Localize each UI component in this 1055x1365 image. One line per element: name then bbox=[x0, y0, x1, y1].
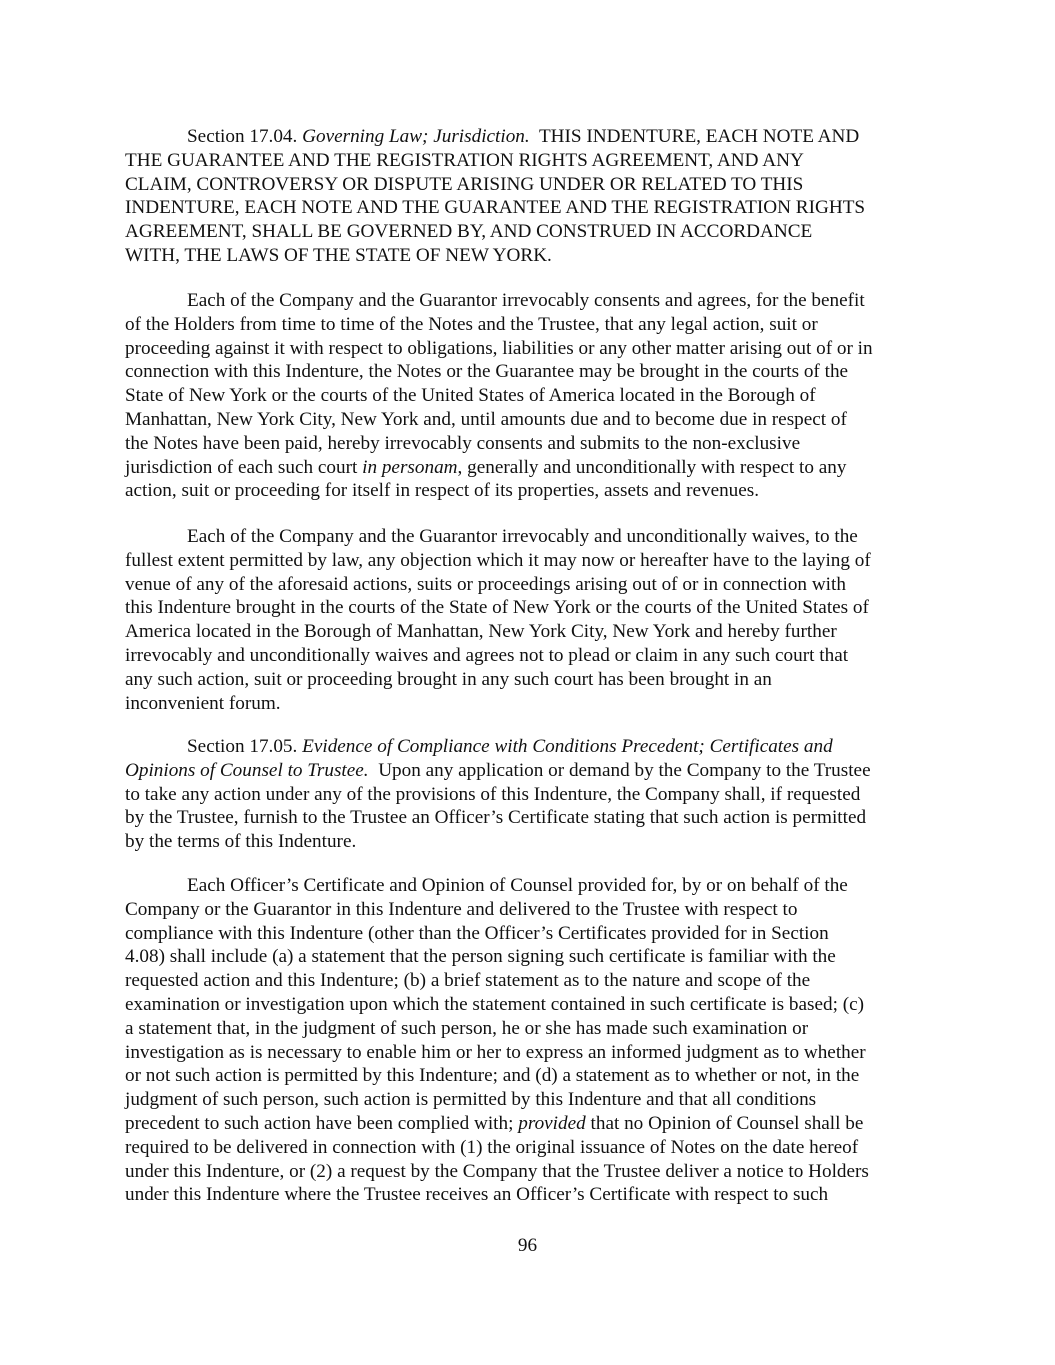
officers-certificate-paragraph bbox=[125, 874, 945, 1207]
paragraph-line: a statement that, in the judgment of such person, he or she has made such examination or bbox=[125, 1017, 809, 1039]
section-number: Section 17.05. bbox=[187, 736, 303, 757]
consent-jurisdiction-paragraph bbox=[125, 289, 945, 503]
paragraph-line: of the Holders from time to time of the Notes and the Trustee, that any legal action, suit or bbox=[125, 313, 818, 335]
paragraph-line: compliance with this Indenture (other than the Officer’s Certificates provided for in Section bbox=[125, 922, 829, 944]
paragraph-line: connection with this Indenture, the Notes or the Guarantee may be brought in the courts of the bbox=[125, 361, 849, 383]
section-heading: Evidence of Compliance with Conditions Precedent; Certificates and bbox=[302, 736, 833, 757]
paragraph-line: required to be delivered in connection with (1) the original issuance of Notes on the date hereof bbox=[125, 1136, 859, 1158]
line-text: jurisdiction of each such court bbox=[125, 456, 363, 478]
paragraph-line: by the terms of this Indenture. bbox=[125, 831, 357, 853]
paragraph-line: any such action, suit or proceeding brought in any such court has been brought in an bbox=[125, 668, 772, 690]
paragraph-line: fullest extent permitted by law, any objection which it may now or hereafter have to the laying of bbox=[125, 549, 871, 571]
paragraph-line: Company or the Guarantor in this Indenture and delivered to the Trustee with respect to bbox=[125, 898, 798, 920]
paragraph-line: action, suit or proceeding for itself in respect of its properties, assets and revenues. bbox=[125, 480, 760, 502]
line-text: precedent to such action have been complied with; bbox=[125, 1112, 519, 1134]
section-heading: Governing Law; Jurisdiction. bbox=[302, 126, 530, 147]
paragraph-line: AGREEMENT, SHALL BE GOVERNED BY, AND CONSTRUED IN ACCORDANCE bbox=[125, 221, 813, 243]
page-number: 96 bbox=[517, 1235, 538, 1256]
section-17-05-paragraph bbox=[125, 735, 945, 854]
paragraph-line bbox=[125, 456, 945, 480]
paragraph-line: THE GUARANTEE AND THE REGISTRATION RIGHTS AGREEMENT, AND ANY bbox=[125, 149, 804, 171]
paragraph-line: this Indenture brought in the courts of the State of New York or the courts of the United States of bbox=[125, 597, 869, 619]
paragraph-line: Each Officer’s Certificate and Opinion of Counsel provided for, by or on behalf of the bbox=[187, 875, 848, 896]
paragraph-line: the Notes have been paid, hereby irrevocably consents and submits to the non-exclusive bbox=[125, 432, 801, 454]
paragraph-line: under this Indenture where the Trustee receives an Officer’s Certificate with respect to such bbox=[125, 1184, 829, 1206]
paragraph-line: by the Trustee, furnish to the Trustee an Officer’s Certificate stating that such action is permitted bbox=[125, 807, 867, 829]
paragraph-line: examination or investigation upon which the statement contained in such certificate is based; (c) bbox=[125, 993, 865, 1015]
paragraph-line: venue of any of the aforesaid actions, suits or proceedings arising out of or in connection with bbox=[125, 573, 846, 595]
paragraph-line: or not such action is permitted by this Indenture; and (d) a statement as to whether or not, in the bbox=[125, 1065, 860, 1087]
line-text: that no Opinion of Counsel shall be bbox=[585, 1112, 864, 1134]
paragraph-line: requested action and this Indenture; (b) a brief statement as to the nature and scope of the bbox=[125, 970, 811, 992]
section-number: Section 17.04. bbox=[187, 126, 303, 147]
proviso-term: provided bbox=[518, 1112, 586, 1134]
line-text: THIS INDENTURE, EACH NOTE AND bbox=[529, 126, 860, 147]
paragraph-line: Each of the Company and the Guarantor irrevocably and unconditionally waives, to the bbox=[187, 526, 858, 547]
paragraph-line: to take any action under any of the provisions of this Indenture, the Company shall, if requested bbox=[125, 783, 861, 805]
paragraph-line: inconvenient forum. bbox=[125, 692, 281, 714]
waiver-venue-paragraph bbox=[125, 525, 945, 715]
paragraph-line: under this Indenture, or (2) a request by the Company that the Trustee deliver a notice to Holders bbox=[125, 1160, 869, 1182]
paragraph-line: judgment of such person, such action is permitted by this Indenture and that all conditions bbox=[125, 1089, 817, 1111]
paragraph-line bbox=[125, 735, 945, 759]
paragraph-line: Manhattan, New York City, New York and, until amounts due and to become due in respect of bbox=[125, 408, 847, 430]
paragraph-line: 4.08) shall include (a) a statement that the person signing such certificate is familiar with the bbox=[125, 946, 836, 968]
line-text: , generally and unconditionally with respect to any bbox=[457, 456, 847, 478]
paragraph-line bbox=[125, 1112, 945, 1136]
paragraph-line: America located in the Borough of Manhattan, New York City, New York and hereby further bbox=[125, 621, 837, 643]
latin-term: in personam bbox=[362, 456, 458, 478]
paragraph-line: State of New York or the courts of the United States of America located in the Borough of bbox=[125, 385, 816, 407]
paragraph-line: WITH, THE LAWS OF THE STATE OF NEW YORK. bbox=[125, 244, 552, 266]
section-heading: Opinions of Counsel to Trustee. bbox=[125, 759, 369, 781]
paragraph-line bbox=[125, 759, 945, 783]
paragraph-line: Each of the Company and the Guarantor irrevocably consents and agrees, for the benefit bbox=[187, 290, 865, 311]
paragraph-line: INDENTURE, EACH NOTE AND THE GUARANTEE AND THE REGISTRATION RIGHTS bbox=[125, 197, 866, 219]
paragraph-line: irrevocably and unconditionally waives and agrees not to plead or claim in any such court that bbox=[125, 644, 849, 666]
paragraph-line: CLAIM, CONTROVERSY OR DISPUTE ARISING UNDER OR RELATED TO THIS bbox=[125, 173, 804, 195]
paragraph-line bbox=[125, 125, 945, 149]
line-text: Upon any application or demand by the Company to the Trustee bbox=[368, 759, 871, 781]
paragraph-line: proceeding against it with respect to obligations, liabilities or any other matter arising out of or in bbox=[125, 337, 873, 359]
section-17-04-paragraph bbox=[125, 125, 945, 268]
paragraph-line: investigation as is necessary to enable him or her to express an informed judgment as to whether bbox=[125, 1041, 866, 1063]
